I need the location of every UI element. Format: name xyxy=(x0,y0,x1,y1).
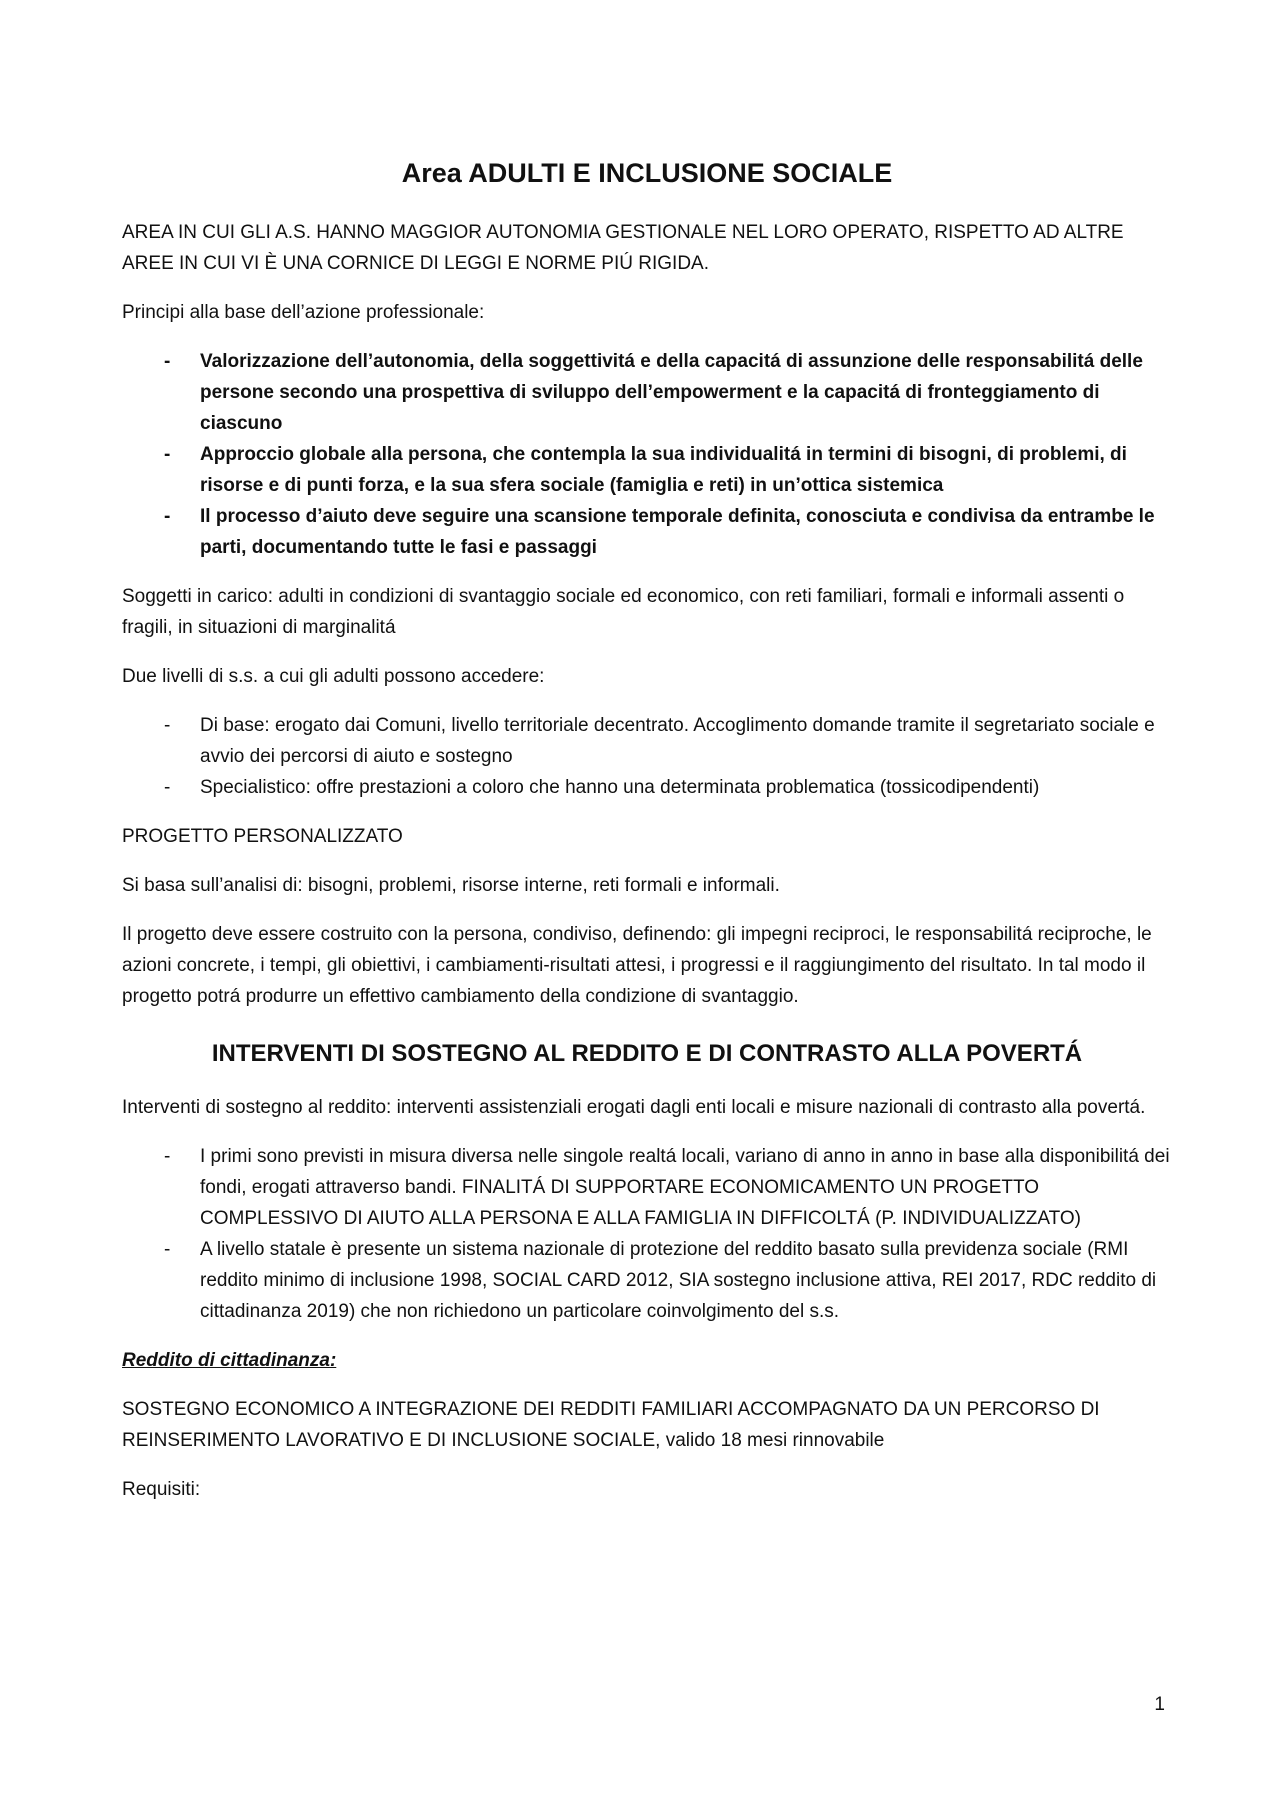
list-item-text: Di base: erogato dai Comuni, livello territoriale decentrato. Accoglimento domande tramite il segretariato sociale e avvio dei percorsi di aiuto e sostegno xyxy=(200,715,1155,767)
list-item-text: I primi sono previsti in misura diversa nelle singole realtá locali, variano di anno in anno in base alla disponibilitá dei fondi, erogati attraverso bandi. FINALITÁ DI SUPPORTARE ECONOMICAMENTO UN PROGETTO COMPLESSIVO DI AIUTO ALLA PERSONA E ALLA FAMIGLIA IN DIFFICOLTÁ (P. INDIVIDUALIZZATO) xyxy=(200,1146,1170,1229)
requirements-heading: Requisiti: xyxy=(122,1479,201,1500)
rdc-description: SOSTEGNO ECONOMICO A INTEGRAZIONE DEI REDDITI FAMILIARI ACCOMPAGNATO DA UN PERCORSO DI REINSERIMENTO LAVORATIVO E DI INCLUSIONE SOCIALE, valido 18 mesi rinnovabile xyxy=(122,1399,1100,1451)
bullet-dash: - xyxy=(164,777,171,798)
page-number: 1 xyxy=(1154,1694,1165,1715)
list-item xyxy=(122,1234,1172,1327)
bullet-dash: - xyxy=(164,1146,171,1167)
bullet-dash: - xyxy=(164,444,171,465)
list-item-text: Approccio globale alla persona, che contempla la sua individualitá in termini di bisogni, di problemi, di risorse e di punti forza, e la sua sfera sociale (famiglia e reti) in un’ottica sistemica xyxy=(200,444,1127,496)
list-item xyxy=(122,710,1172,772)
principles-list xyxy=(122,346,1172,563)
project-analysis: Si basa sull’analisi di: bisogni, problemi, risorse interne, reti formali e informali. xyxy=(122,875,780,896)
page-title: Area ADULTI E INCLUSIONE SOCIALE xyxy=(401,158,893,188)
list-item-text: Valorizzazione dell’autonomia, della soggettivitá e della capacitá di assunzione delle responsabilitá delle persone secondo una prospettiva di sviluppo dell’empowerment e la capacitá di fronteggiamento di ciascuno xyxy=(200,351,1143,434)
list-item xyxy=(122,1141,1172,1234)
project-heading: PROGETTO PERSONALIZZATO xyxy=(122,826,403,847)
interventions-list xyxy=(122,1141,1172,1327)
bullet-dash: - xyxy=(164,506,171,527)
list-item xyxy=(122,772,1172,803)
bullet-dash: - xyxy=(164,351,171,372)
bullet-dash: - xyxy=(164,1239,171,1260)
list-item xyxy=(122,346,1172,439)
list-item-text: Specialistico: offre prestazioni a coloro che hanno una determinata problematica (tossicodipendenti) xyxy=(200,777,1040,798)
section-intro: Interventi di sostegno al reddito: interventi assistenziali erogati dagli enti locali e misure nazionali di contrasto alla povertá. xyxy=(122,1097,1146,1118)
list-item xyxy=(122,439,1172,501)
page-content xyxy=(122,155,1172,1523)
section-title: INTERVENTI DI SOSTEGNO AL REDDITO E DI CONTRASTO ALLA POVERTÁ xyxy=(211,1040,1083,1067)
list-item-text: Il processo d’aiuto deve seguire una scansione temporale definita, conosciuta e condivisa da entrambe le parti, documentando tutte le fasi e passaggi xyxy=(200,506,1155,558)
project-description: Il progetto deve essere costruito con la persona, condiviso, definendo: gli impegni reciproci, le responsabilitá reciproche, le azioni concrete, i tempi, gli obiettivi, i cambiamenti-risultati attesi, i progressi e il raggiungimento del risultato. In tal modo il progetto potrá produrre un effettivo cambiamento della condizione di svantaggio. xyxy=(122,924,1152,1007)
principles-heading: Principi alla base dell’azione professionale: xyxy=(122,302,485,323)
rdc-heading: Reddito di cittadinanza: xyxy=(122,1350,337,1371)
levels-heading: Due livelli di s.s. a cui gli adulti possono accedere: xyxy=(122,666,545,687)
list-item-text: A livello statale è presente un sistema nazionale di protezione del reddito basato sulla previdenza sociale (RMI reddito minimo di inclusione 1998, SOCIAL CARD 2012, SIA sostegno inclusione attiva, REI 2017, RDC reddito di cittadinanza 2019) che non richiedono un particolare coinvolgimento del s.s. xyxy=(200,1239,1157,1322)
levels-list xyxy=(122,710,1172,803)
intro-paragraph: AREA IN CUI GLI A.S. HANNO MAGGIOR AUTONOMIA GESTIONALE NEL LORO OPERATO, RISPETTO AD ALTRE AREE IN CUI VI È UNA CORNICE DI LEGGI E NORME PIÚ RIGIDA. xyxy=(122,222,1124,274)
bullet-dash: - xyxy=(164,715,171,736)
subjects-paragraph: Soggetti in carico: adulti in condizioni di svantaggio sociale ed economico, con reti familiari, formali e informali assenti o fragili, in situazioni di marginalitá xyxy=(122,586,1125,638)
list-item xyxy=(122,501,1172,563)
